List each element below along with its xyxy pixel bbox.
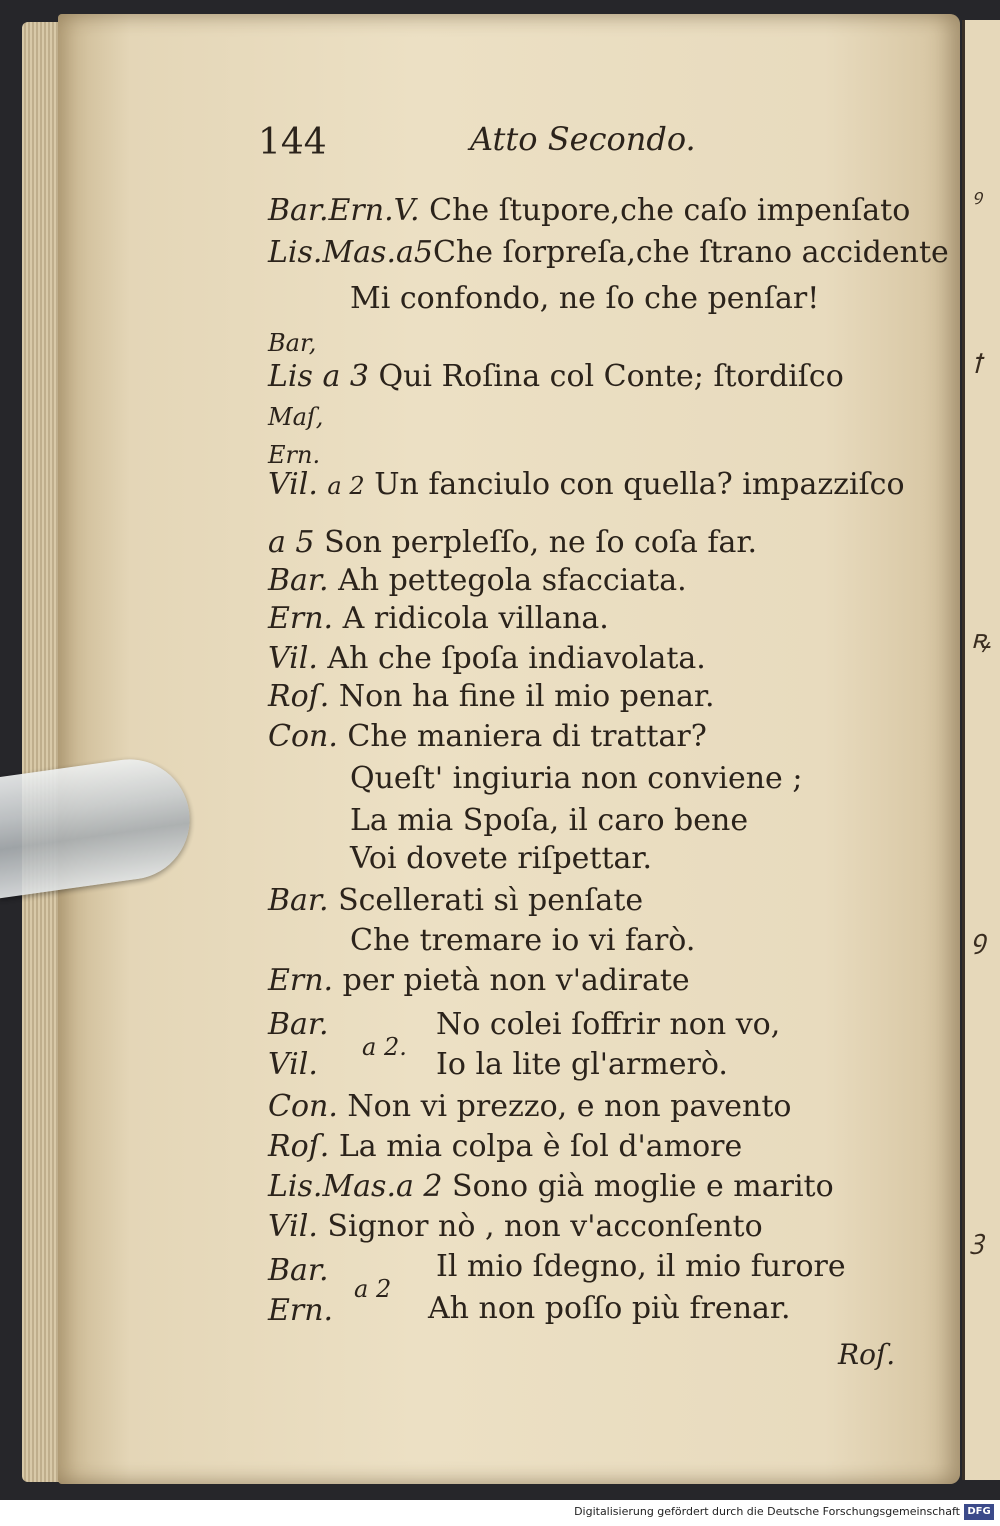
text-line: Bar,: [268, 329, 317, 357]
text-line: Bar.: [268, 1253, 329, 1288]
text-line: Con. Che maniera di trattar?: [268, 719, 707, 754]
text-line: Lis.Mas.a5Che ſorpreſa,che ſtrano accidente: [268, 235, 949, 270]
text-line: Il mio ſdegno, il mio furore: [436, 1249, 846, 1284]
text-line: a 2: [354, 1275, 392, 1303]
text-line: Bar. Ah pettegola sfacciata.: [268, 563, 687, 598]
text-line: Che tremare io vi farò.: [350, 923, 696, 958]
footer-bar: [0, 1500, 1000, 1526]
facing-page-edge: ꝰ ꝉ ꝶ ꝯ ꝫ: [962, 20, 1000, 1480]
text-line: Ern.: [268, 1293, 334, 1328]
text-line: La mia Spoſa, il caro bene: [350, 803, 749, 838]
text-line: Queſt' ingiuria non conviene ;: [350, 761, 803, 796]
text-line: Con. Non vi prezzo, e non pavento: [268, 1089, 792, 1124]
text-line: a 5 Son perpleſſo, ne ſo coſa far.: [268, 525, 757, 560]
text-line: Lis a 3 Qui Roſina col Conte; ſtordiſco: [268, 359, 844, 394]
page-edges: [22, 22, 62, 1482]
text-line: Ern. per pietà non v'adirate: [268, 963, 690, 998]
text-line: Roſ. Non ha fine il mio penar.: [268, 679, 715, 714]
text-line: Maſ,: [268, 403, 324, 431]
text-line: Ah non poſſo più frenar.: [428, 1291, 791, 1326]
text-line: Voi dovete riſpettar.: [350, 841, 652, 876]
text-line: Mi confondo, ne ſo che penſar!: [350, 281, 820, 316]
footer-credit: Digitalisierung gefördert durch die Deutsche Forschungsgemeinschaft: [574, 1505, 960, 1518]
running-title: Atto Secondo.: [470, 120, 696, 158]
text-line: a 2.: [362, 1033, 407, 1061]
text-line: Ern.: [268, 441, 321, 469]
text-line: Io la lite gl'armerò.: [436, 1047, 728, 1082]
text-line: Vil. Ah che ſpoſa indiavolata.: [268, 641, 706, 676]
text-line: Bar. Scellerati sì penſate: [268, 883, 644, 918]
text-line: Vil. a 2 Un fanciulo con quella? impazziſco: [268, 467, 905, 502]
catchword: Roſ.: [838, 1338, 896, 1371]
page-clip: [0, 755, 195, 895]
text-line: Bar.Ern.V. Che ſtupore,che caſo impenſato: [268, 193, 911, 228]
text-line: Ern. A ridicola villana.: [268, 601, 609, 636]
text-line: Lis.Mas.a 2 Sono già moglie e marito: [268, 1169, 834, 1204]
text-line: Roſ. La mia colpa è ſol d'amore: [268, 1129, 743, 1164]
dfg-logo: DFG: [964, 1504, 994, 1520]
text-line: No colei ſoffrir non vo,: [436, 1007, 781, 1042]
text-line: Vil. Signor nò , non v'acconſento: [268, 1209, 763, 1244]
text-line: Bar.: [268, 1007, 329, 1042]
text-line: Vil.: [268, 1047, 318, 1082]
page-number: 144: [258, 122, 327, 163]
